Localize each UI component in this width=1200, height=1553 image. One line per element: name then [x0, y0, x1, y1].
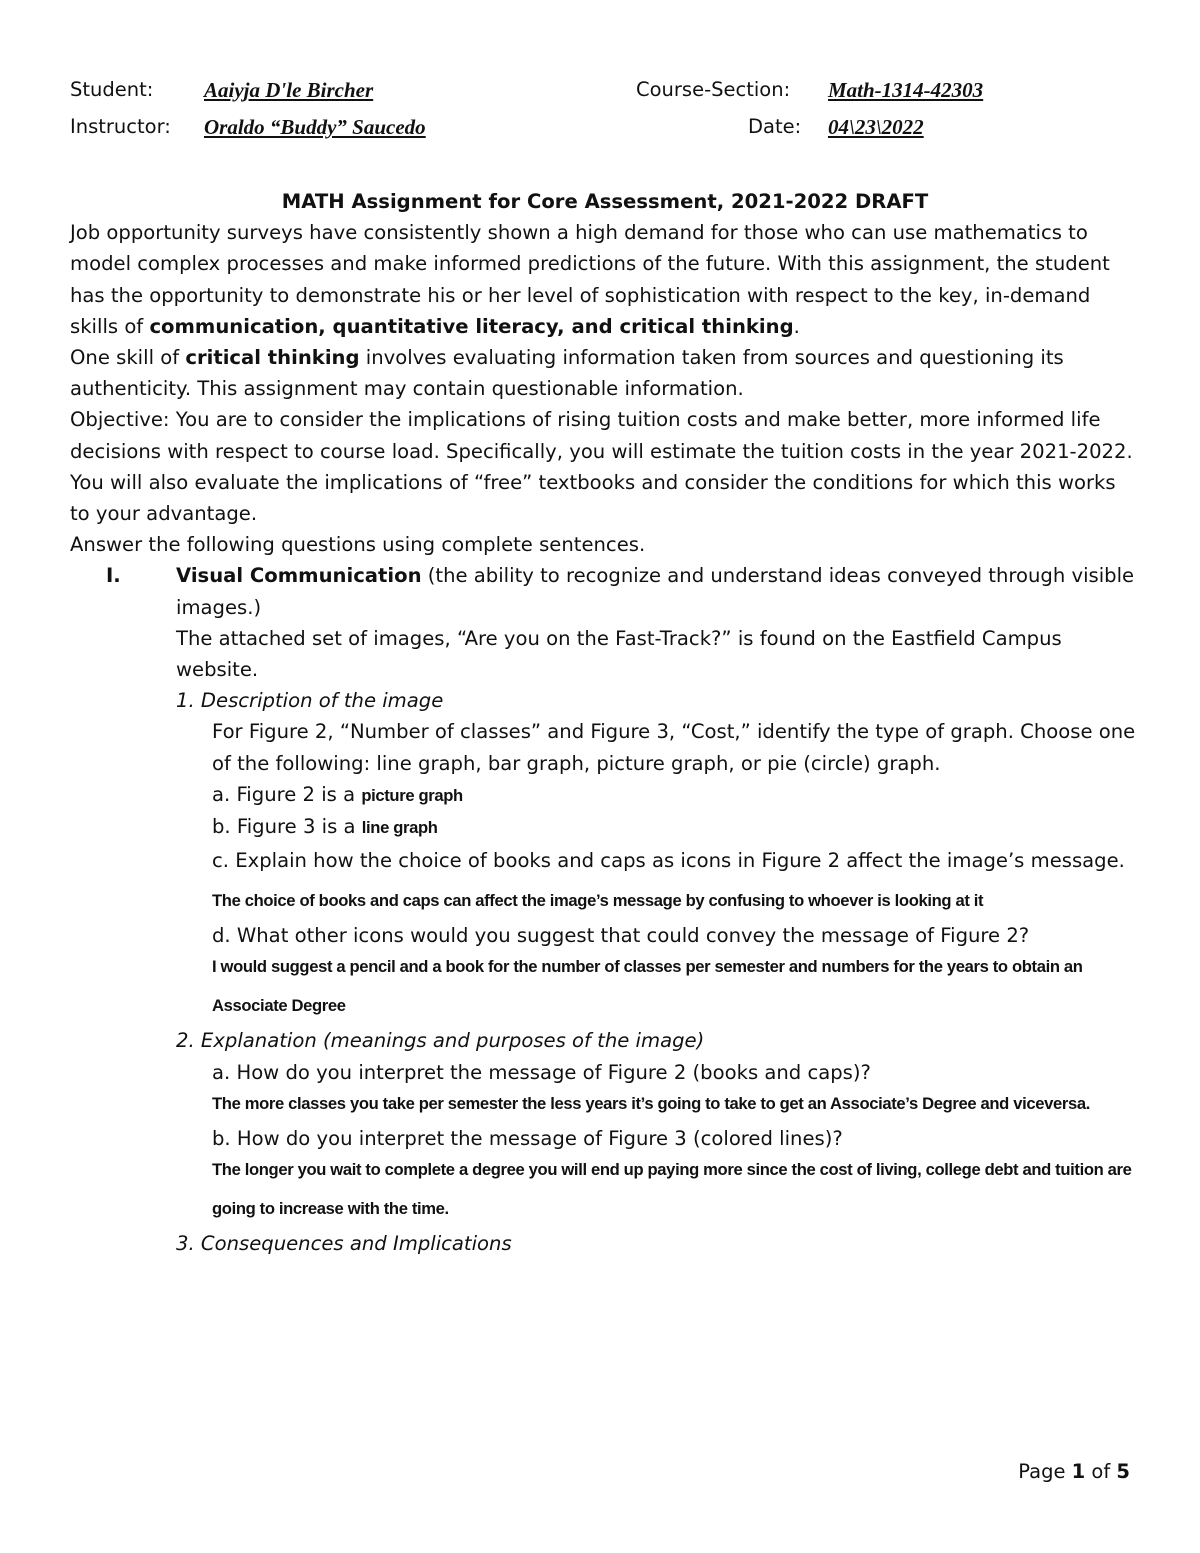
question-1b-prefix: b. Figure 3 is a: [212, 815, 362, 839]
question-1c-text: c. Explain how the choice of books and caps as icons in Figure 2 affect the image’s message.: [212, 849, 1125, 873]
page-current: 1: [1071, 1460, 1086, 1483]
answer-1c: The choice of books and caps can affect the image’s message by confusing to whoever is looking at it: [212, 891, 984, 911]
section-numeral: I.: [106, 564, 121, 588]
question-2-title: 2. Explanation (meanings and purposes of the image): [176, 1029, 705, 1053]
section-heading-bold: Visual Communication: [176, 564, 422, 588]
section-description: The attached set of images, “Are you on the Fast-Track?” is found on the Eastfield Campus website.: [176, 626, 1062, 682]
instructions-line: Answer the following questions using complete sentences.: [70, 533, 646, 557]
section-visual-communication: [70, 560, 1140, 716]
answer-1b: line graph: [361, 818, 438, 838]
answer-1a: picture graph: [361, 785, 463, 805]
intro-paragraph: [70, 217, 1140, 342]
question-1a: [70, 779, 1140, 811]
instructor-label: Instructor:: [70, 115, 171, 138]
course-section: Math-1314-42303: [828, 78, 984, 102]
objective-paragraph: Objective: You are to consider the implications of rising tuition costs and make better, more informed life decisions with respect to course load. Specifically, you will estimate the tuition costs in the year 2021-2022. You will also evaluate the implications of “free” textbooks and consider the conditions for which this works to your advantage.: [70, 408, 1133, 526]
course-label: Course-Section:: [636, 78, 791, 101]
ct-text-start: One skill of: [70, 346, 186, 370]
student-name: Aaiyja D'le Bircher: [204, 78, 374, 102]
intro-end: .: [793, 314, 800, 338]
answer-2a: The more classes you take per semester the less years it’s going to take to get an Associate’s Degree and viceversa.: [212, 1093, 1090, 1113]
document-body: [70, 186, 1140, 1259]
intro-text: Job opportunity surveys have consistently shown a high demand for those who can use mathematics to model complex processes and make informed predictions of the future. With this assignment, the student has the opportunity to demonstrate his or her level of sophistication with respect to the key, in-demand skills of: [70, 221, 1110, 338]
ct-bold: critical thinking: [185, 346, 360, 370]
answer-2b: The longer you wait to complete a degree you will end up paying more since the cost of living, college debt and tuition are going to increase with the time.: [212, 1160, 1132, 1219]
ct-text-end: involves evaluating information taken from sources and questioning its authenticity. This assignment may contain questionable information.: [70, 346, 1064, 401]
page-number: [1018, 1460, 1130, 1483]
answer-1d: I would suggest a pencil and a book for the number of classes per semester and numbers for the years to obtain an Associate Degree: [212, 957, 1083, 1016]
question-1a-prefix: a. Figure 2 is a: [212, 782, 362, 806]
page-total: 5: [1116, 1460, 1130, 1483]
section-heading-rest: (the ability to recognize and understand ideas conveyed through visible images.): [176, 564, 1135, 619]
critical-thinking-paragraph: [70, 342, 1140, 404]
section-heading: [176, 560, 1140, 622]
question-1-title: 1. Description of the image: [176, 689, 444, 713]
page-word: Page: [1018, 1460, 1072, 1483]
date-value: 04\23\2022: [828, 115, 924, 139]
document-title: MATH Assignment for Core Assessment, 2021-2022 DRAFT: [281, 190, 929, 213]
question-1d-text: d. What other icons would you suggest that could convey the message of Figure 2?: [212, 924, 1030, 948]
question-1-text: For Figure 2, “Number of classes” and Figure 3, “Cost,” identify the type of graph. Choose one of the following: line graph, bar graph, picture graph, or pie (circle) graph.: [212, 720, 1136, 775]
question-2a-text: a. How do you interpret the message of Figure 2 (books and caps)?: [212, 1060, 871, 1084]
page-of: of: [1085, 1460, 1117, 1483]
question-2b-text: b. How do you interpret the message of Figure 3 (colored lines)?: [212, 1126, 843, 1150]
question-3-title: 3. Consequences and Implications: [176, 1232, 512, 1256]
date-label: Date:: [748, 115, 802, 138]
question-1b: [70, 811, 1140, 843]
question-1c: [70, 841, 1140, 920]
instructor-name: Oraldo “Buddy” Saucedo: [204, 115, 426, 139]
intro-skills-bold: communication, quantitative literacy, and critical thinking: [149, 314, 794, 338]
student-label: Student:: [70, 78, 154, 101]
